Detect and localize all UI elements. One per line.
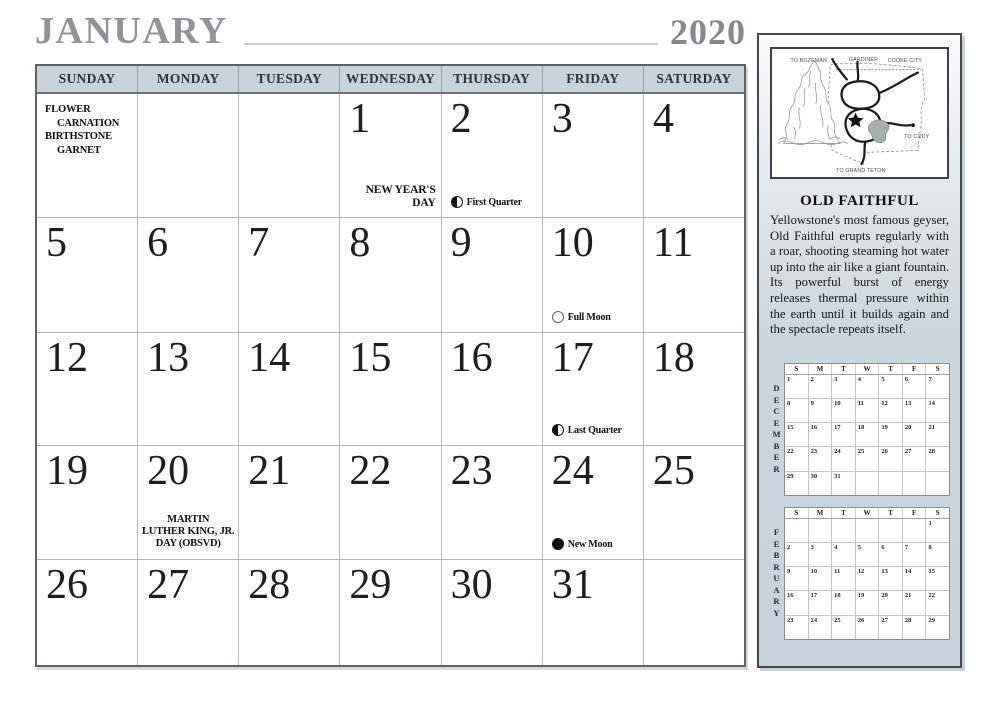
mini-day-cell: 11 [856, 399, 880, 422]
calendar-day-cell [138, 94, 239, 217]
mini-day-cell [832, 519, 856, 542]
day-number: 3 [551, 96, 573, 142]
mini-month-letter: R [773, 561, 780, 572]
mini-day-cell: 24 [832, 447, 856, 470]
calendar-day-cell [644, 446, 744, 559]
mini-day-cell [903, 472, 927, 495]
mini-day-cell [903, 519, 927, 542]
mini-day-cell: 29 [785, 472, 809, 495]
mini-day-cell: 9 [809, 399, 833, 422]
day-number: 7 [248, 220, 270, 266]
calendar-day-cell [138, 560, 239, 665]
mini-day-header: T [832, 364, 856, 374]
calendar-day-cell [138, 446, 239, 559]
day-number: 18 [652, 335, 695, 381]
mini-day-cell: 8 [785, 399, 809, 422]
mini-day-header: T [879, 364, 903, 374]
mini-day-cell: 14 [928, 400, 935, 408]
map-label-cooke-city: COOKE CITY [887, 57, 923, 64]
day-number: 26 [46, 562, 88, 608]
mini-month-letter: E [773, 538, 780, 549]
mini-day-cell: 18 [832, 591, 856, 614]
moon-phase-note [552, 424, 622, 436]
map-label-to-cody: TO CODY [904, 133, 930, 140]
day-number: 30 [450, 562, 493, 608]
sidebar-panel [757, 33, 962, 668]
mini-week-row [785, 542, 949, 566]
month-info-line: FLOWER [45, 104, 91, 115]
mini-day-cell: 13 [903, 399, 927, 422]
mini-day-cell: 4 [832, 543, 856, 566]
calendar-day-cell [138, 333, 239, 445]
day-number: 9 [450, 220, 472, 266]
moon-phase-note [552, 311, 611, 323]
day-number: 27 [147, 562, 190, 608]
day-number: 13 [147, 335, 190, 381]
mini-day-cell: 1 [785, 375, 809, 398]
mini-day-cell: 27 [903, 447, 927, 470]
calendar-week-row [37, 332, 744, 445]
calendar-day-cell [37, 560, 138, 665]
mini-day-cell: 17 [809, 591, 833, 614]
mini-day-cell: 25 [856, 447, 880, 470]
day-number: 14 [248, 335, 291, 381]
calendar-day-cell [37, 94, 138, 217]
mini-day-cell: 11 [832, 567, 856, 590]
calendar-day-cell [644, 560, 744, 665]
map-label-gardiner: GARDINER [848, 56, 879, 63]
geyser-sketch [778, 61, 848, 145]
day-number: 11 [652, 220, 694, 266]
mini-day-header: M [809, 364, 833, 374]
mini-day-cell: 6 [879, 543, 903, 566]
calendar-day-cell [442, 94, 543, 217]
day-number: 23 [450, 448, 493, 494]
year-title: 2020 [670, 12, 746, 52]
mini-week-row [785, 422, 949, 446]
mini-day-cell: 5 [879, 375, 903, 398]
day-number: 10 [551, 220, 594, 266]
mini-day-cell: 12 [856, 567, 880, 590]
new-moon-icon [552, 538, 564, 550]
holiday-label [340, 184, 435, 210]
holiday-label [138, 514, 238, 550]
mini-day-header: T [879, 508, 903, 518]
mini-day-cell: 10 [809, 567, 833, 590]
mini-day-cell: 16 [809, 423, 833, 446]
mini-day-cell: 6 [903, 375, 927, 398]
moon-phase-label: New Moon [567, 538, 613, 550]
mini-day-cell: 2 [809, 375, 833, 398]
mini-week-row [785, 446, 949, 470]
calendar-grid [37, 94, 744, 665]
day-header-sunday: SUNDAY [37, 66, 138, 92]
mini-month-letter: U [773, 573, 780, 584]
calendar-week-row [37, 217, 744, 332]
mini-month-letters [769, 363, 784, 496]
mini-day-header: S [785, 508, 809, 518]
mini-day-cell: 7 [903, 543, 927, 566]
map-illustration-svg [772, 49, 947, 177]
day-header-friday: FRIDAY [543, 66, 644, 92]
mini-day-cell: 3 [809, 543, 833, 566]
mini-week-row [785, 566, 949, 590]
calendar-day-cell [37, 333, 138, 445]
day-number: 31 [551, 562, 594, 608]
feature-title: OLD FAITHFUL [800, 193, 919, 209]
calendar-day-cell [138, 218, 239, 332]
calendar-day-cell [239, 218, 340, 332]
mini-day-header: F [903, 508, 927, 518]
mini-calendar-december [769, 363, 950, 496]
mini-day-cell: 21 [903, 591, 927, 614]
day-number: 20 [147, 448, 190, 494]
mini-day-cell: 28 [928, 448, 935, 456]
mini-day-cell: 12 [879, 399, 903, 422]
mini-day-headers [785, 364, 949, 375]
mini-day-cell: 8 [928, 544, 932, 552]
day-number: 6 [147, 220, 169, 266]
page-header [35, 12, 746, 50]
mini-month-letter: E [773, 417, 780, 428]
calendar-day-cell [442, 218, 543, 332]
mini-week-row [785, 519, 949, 542]
map-label-to-bozeman: TO BOZEMAN [790, 57, 828, 64]
day-header-tuesday: TUESDAY [239, 66, 340, 92]
day-number: 28 [248, 562, 291, 608]
mini-day-header: W [856, 508, 880, 518]
mini-day-cell [809, 519, 833, 542]
mini-day-cell: 28 [903, 616, 927, 639]
holiday-label-line: MARTIN [167, 513, 210, 525]
month-info-line: BIRTHSTONE [45, 131, 112, 143]
calendar-day-cell [37, 218, 138, 332]
mini-day-cell: 27 [879, 616, 903, 639]
moon-phase-note [552, 538, 613, 550]
calendar-day-cell [239, 560, 340, 665]
yellowstone-map [770, 47, 949, 179]
mini-month-letter: A [773, 584, 780, 595]
mini-day-cell: 22 [928, 592, 935, 600]
feature-paragraph: Yellowstone's most famous geyser, Old Faithful erupts regularly with a roar, shooting steaming hot water up into the air like a giant fountain. Its powerful burst of energy releases thermal pressure within the earth until it builds again and the spectacle repeats itself. [770, 213, 949, 337]
calendar-week-row [37, 445, 744, 559]
calendar-day-headers [37, 66, 744, 94]
day-number: 22 [349, 448, 392, 494]
day-header-wednesday: WEDNESDAY [340, 66, 441, 92]
mini-day-cell: 21 [928, 424, 935, 432]
mini-week-row [785, 590, 949, 614]
mini-day-cell [856, 519, 880, 542]
calendar-day-cell [644, 333, 744, 445]
mini-day-cell: 5 [856, 543, 880, 566]
mini-day-headers [785, 508, 949, 519]
mini-day-cell: 20 [903, 423, 927, 446]
calendar-day-cell [340, 218, 441, 332]
calendar-day-cell [239, 333, 340, 445]
mini-day-cell: 29 [928, 616, 935, 624]
day-header-monday: MONDAY [138, 66, 239, 92]
mini-week-row [785, 615, 949, 639]
mini-day-header: F [903, 364, 927, 374]
moon-phase-label: Full Moon [567, 311, 611, 323]
mini-day-cell [879, 472, 903, 495]
full-moon-icon [552, 311, 564, 323]
mini-day-cell: 30 [809, 472, 833, 495]
mini-day-cell: 31 [832, 472, 856, 495]
calendar-day-cell [543, 218, 644, 332]
mini-month-letter: E [773, 452, 780, 463]
calendar-day-cell [543, 94, 644, 217]
mini-month-letter: D [773, 383, 780, 394]
month-info [37, 94, 137, 158]
mini-day-cell: 22 [785, 447, 809, 470]
mini-day-cell: 26 [856, 616, 880, 639]
holiday-label-line: NEW YEAR'S DAY [365, 183, 436, 209]
holiday-label-line: LUTHER KING, JR. [141, 525, 235, 537]
calendar-day-cell [644, 218, 744, 332]
day-number: 8 [349, 220, 371, 266]
mini-day-cell: 10 [832, 399, 856, 422]
mini-day-cell: 9 [785, 567, 809, 590]
day-number: 29 [349, 562, 392, 608]
mini-day-cell: 13 [879, 567, 903, 590]
day-header-thursday: THURSDAY [442, 66, 543, 92]
calendar-day-cell [543, 446, 644, 559]
mini-day-cell: 4 [856, 375, 880, 398]
mini-day-cell: 3 [832, 375, 856, 398]
mini-day-cell: 15 [928, 568, 935, 576]
mini-day-header: S [935, 364, 940, 373]
mini-day-cell [856, 472, 880, 495]
calendar-day-cell [239, 94, 340, 217]
day-header-saturday: SATURDAY [656, 71, 732, 86]
day-number: 17 [551, 335, 594, 381]
mini-month-letter: M [772, 429, 781, 440]
day-number: 15 [349, 335, 392, 381]
mini-week-row [785, 375, 949, 398]
mini-day-cell: 23 [785, 616, 809, 639]
mini-grid [785, 375, 949, 495]
moon-phase-label: First Quarter [466, 196, 522, 208]
first-quarter-icon [451, 196, 463, 208]
mini-month-letter: R [773, 463, 780, 474]
calendar-day-cell [442, 333, 543, 445]
mini-day-header: S [935, 508, 940, 517]
mini-calendar-box [784, 507, 950, 640]
mini-day-cell: 1 [928, 519, 932, 527]
mini-day-header: S [785, 364, 809, 374]
mini-month-letter: F [773, 527, 780, 538]
moon-phase-label: Last Quarter [567, 424, 622, 436]
calendar-day-cell [37, 446, 138, 559]
calendar-day-cell [442, 446, 543, 559]
day-number: 19 [46, 448, 88, 494]
mini-day-cell: 2 [785, 543, 809, 566]
month-title: JANUARY [35, 10, 228, 52]
mini-day-cell: 26 [879, 447, 903, 470]
mini-day-cell: 20 [879, 591, 903, 614]
mini-day-cell: 15 [785, 423, 809, 446]
day-number: 25 [652, 448, 695, 494]
calendar-day-cell [644, 94, 744, 217]
day-number: 4 [652, 96, 674, 142]
mini-day-cell: 18 [856, 423, 880, 446]
calendar-day-cell [340, 333, 441, 445]
mini-day-header: T [832, 508, 856, 518]
day-number: 1 [349, 96, 371, 142]
mini-day-header: M [809, 508, 833, 518]
day-number: 16 [450, 335, 493, 381]
mini-day-cell: 23 [809, 447, 833, 470]
mini-month-letter: R [773, 596, 780, 607]
mini-day-cell: 17 [832, 423, 856, 446]
mini-month-letter: C [773, 406, 780, 417]
mini-day-cell: 7 [928, 375, 932, 383]
holiday-label-line: DAY (OBSVD) [155, 537, 221, 549]
mini-day-cell [879, 519, 903, 542]
map-label-to-grand-teton: TO GRAND TETON [836, 167, 886, 174]
calendar-day-cell [340, 446, 441, 559]
mini-day-cell: 25 [832, 616, 856, 639]
mini-calendar-february [769, 507, 950, 640]
header-rule [244, 43, 658, 45]
month-info-line: GARNET [57, 144, 101, 156]
mini-month-letter: B [773, 550, 780, 561]
day-number: 5 [46, 220, 67, 266]
mini-day-cell: 16 [785, 591, 809, 614]
calendar-day-cell [543, 560, 644, 665]
calendar-day-cell [239, 446, 340, 559]
day-number: 2 [450, 96, 472, 142]
month-info-line: CARNATION [57, 117, 120, 129]
calendar-day-cell [340, 560, 441, 665]
calendar-week-row [37, 94, 744, 217]
mini-week-row [785, 471, 949, 495]
mini-day-cell: 24 [809, 616, 833, 639]
day-number: 12 [46, 335, 88, 381]
calendar-day-cell [340, 94, 441, 217]
mini-week-row [785, 398, 949, 422]
east-entrance-node [911, 123, 915, 127]
calendar-day-cell [543, 333, 644, 445]
mini-day-cell: 19 [856, 591, 880, 614]
mini-day-cell: 19 [879, 423, 903, 446]
day-number: 21 [248, 448, 291, 494]
main-calendar [35, 64, 746, 667]
mini-month-letter: E [773, 394, 780, 405]
day-number: 24 [551, 448, 594, 494]
mini-grid [785, 519, 949, 639]
last-quarter-icon [552, 424, 564, 436]
mini-day-cell [926, 472, 949, 495]
mini-day-cell: 14 [903, 567, 927, 590]
map-roads [832, 56, 918, 164]
mini-day-header: W [856, 364, 880, 374]
calendar-week-row [37, 559, 744, 665]
moon-phase-note [451, 196, 522, 208]
mini-month-letters [769, 507, 784, 640]
mini-month-letter: Y [773, 607, 780, 618]
mini-month-letter: B [773, 440, 780, 451]
calendar-day-cell [442, 560, 543, 665]
mini-day-cell [785, 519, 809, 542]
mini-calendar-box [784, 363, 950, 496]
